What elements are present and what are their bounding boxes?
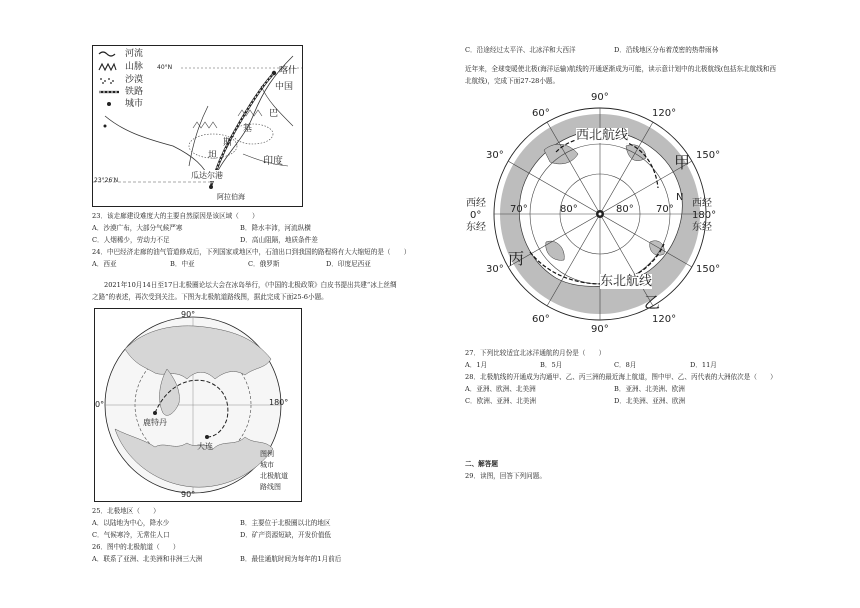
q25-option-b: B．主要位于北极圈以北的地区 [240, 519, 331, 527]
q24-option-a: A．西亚 [92, 260, 117, 268]
map3-80-e: 80° [616, 204, 634, 215]
arctic-route-map [94, 308, 302, 502]
label-yi: 乙 [644, 293, 661, 312]
map2-deg-bottom: 90° [181, 490, 196, 499]
legend-mountain: 山脉 [125, 62, 144, 72]
map3-bottom-90: 90° [591, 324, 609, 335]
map2-city-dalian: 大连 [197, 442, 213, 451]
label-pak-1: 巴 [269, 109, 279, 119]
map3-east-a: 西经 [692, 198, 712, 209]
q24-stem: 24．中巴经济走廊的油气管道修成后，下列国家或地区中，石油出口到我国的路程将有大大缩短的是（ ） [92, 248, 411, 256]
q27-option-a: A．1月 [465, 361, 488, 369]
map2-deg-top: 90° [181, 310, 196, 319]
legend-river: 河流 [125, 49, 144, 59]
q28-stem: 28．北极航线的开通成为沟通甲、乙、丙三洲的最近海上航道，图中甲、乙、丙代表的大洲依次是（ ） [465, 373, 777, 381]
lat-40n: 40°N [157, 64, 173, 71]
map2-city-rotterdam: 鹿特丹 [143, 418, 167, 427]
map3-150-e: 150° [696, 150, 720, 161]
q24-option-d: D．印度尼西亚 [326, 260, 371, 268]
q26-stem: 26．图中的北极航道（ ） [92, 543, 180, 551]
q27-option-d: D．11月 [690, 361, 717, 369]
map3-60-s: 60° [532, 314, 550, 325]
q27-stem: 27．下列比较适宜北冰洋通航的月份是（ ） [465, 349, 606, 357]
label-bing: 丙 [508, 249, 525, 268]
intro3-line1: 近年来，全球变暖使北极(海洋运输)航线的开通逐渐成为可能，读示意计划中的北极航线(包括东北航线和西 [465, 65, 777, 73]
intro2-line1: 2021年10月14日至17日北极圈论坛大会在冰岛举行，《中国的北极政策》白皮书提出共建“冰上丝绸 [104, 281, 397, 289]
q25-option-d: D．矿产资源短缺，开发价值低 [240, 531, 332, 539]
lat-tropic: 23°26′N [94, 177, 119, 184]
q26-option-d: D．沿线地区分布着茂密的热带雨林 [614, 46, 719, 54]
map3-120-ne: 120° [652, 108, 677, 119]
q28-option-d: D．北美洲、亚洲、欧洲 [614, 397, 686, 405]
map3-120-s: 120° [652, 314, 677, 325]
label-gwadar: 瓜达尔港 [191, 171, 223, 180]
map2-legend-map: 路线图 [260, 483, 281, 491]
q28-option-b: B．亚洲、北美洲、欧洲 [614, 385, 685, 393]
map3-east-b: 180° [692, 210, 717, 221]
q23-option-b: B．降水丰沛，河流纵横 [240, 224, 311, 232]
label-pak-3: 斯 [223, 138, 233, 148]
legend-desert: 沙漠 [125, 75, 144, 85]
q29-stem: 29．读图，回答下列问题。 [465, 472, 546, 480]
corridor-map [92, 45, 303, 207]
q25-option-a: A．以陆地为中心，降水少 [92, 519, 170, 527]
northwest-route-label: 西北航线 [576, 128, 629, 143]
q26-option-a: A．联系了亚洲、北美洲和非洲三大洲 [92, 555, 203, 563]
map3-n: N [676, 192, 684, 203]
arctic-passages-map [460, 92, 720, 336]
map3-zero: 0° [470, 210, 482, 221]
map3-top-90: 90° [591, 92, 609, 103]
map2-legend-route: 北极航道 [260, 472, 288, 480]
label-kashi: 喀什 [279, 66, 298, 76]
map3-west-label: 西经 [466, 198, 486, 209]
q23-option-d: D．高山阻隔，地质条件差 [240, 236, 318, 244]
map2-legend-title: 图例 [260, 450, 274, 458]
q28-option-c: C．欧洲、亚洲、北美洲 [465, 397, 536, 405]
q23-option-a: A．沙漠广布，大部分气候严寒 [92, 224, 183, 232]
map3-30-sw: 30° [486, 264, 504, 275]
q25-stem: 25．北极地区（ ） [92, 507, 160, 515]
q27-option-c: C．8月 [614, 361, 637, 369]
map3-80-w: 80° [560, 204, 578, 215]
label-jia: 甲 [674, 153, 691, 172]
map2-deg-right: 180° [269, 398, 289, 407]
legend-railway: 铁路 [125, 87, 144, 97]
legend-city: 城市 [125, 99, 144, 109]
q27-option-b: B．5月 [540, 361, 563, 369]
label-pak-4: 坦 [208, 151, 218, 161]
q25-option-c: C．气候寒冷，无常住人口 [92, 531, 170, 539]
q28-option-a: A．亚洲、欧洲、北美洲 [465, 385, 536, 393]
q26-option-c: C．沿途经过太平洋、北冰洋和大西洋 [465, 46, 576, 54]
map3-60-nw: 60° [532, 108, 550, 119]
q23-stem: 23．该走廊建设难度大的主要自然原因是该区域（ ） [92, 212, 259, 220]
map3-70-w: 70° [510, 204, 528, 215]
intro3-line2: 北航线)，完成下面27-28小题。 [465, 77, 560, 85]
q24-option-c: C．俄罗斯 [248, 260, 280, 268]
label-china: 中国 [275, 82, 294, 92]
map3-150-se: 150° [696, 264, 720, 275]
map3-east-label: 东经 [466, 222, 486, 233]
q23-option-c: C．人烟稀少，劳动力不足 [92, 236, 170, 244]
map3-70-e: 70° [656, 204, 674, 215]
intro2-line2: 之路”的表述，再次受到关注。下图为北极航道路线图，据此完成下面25-6小题。 [92, 293, 328, 301]
map2-legend-city: 城市 [260, 461, 274, 469]
legend-icons [99, 52, 119, 106]
label-india: 印度 [263, 156, 283, 167]
northeast-route-label: 东北航线 [600, 274, 653, 289]
section2-title: 二、解答题 [465, 460, 498, 468]
map3-30-w: 30° [486, 150, 504, 161]
label-arabian-sea: 阿拉伯海 [217, 193, 245, 201]
q26-option-b: B．最佳通航时间为每年的1月前后 [240, 555, 342, 563]
map2-deg-left: 0° [95, 400, 105, 409]
label-pak-2: 基 [243, 124, 253, 134]
q24-option-b: B．中亚 [170, 260, 195, 268]
map3-east-c: 东经 [692, 222, 712, 233]
